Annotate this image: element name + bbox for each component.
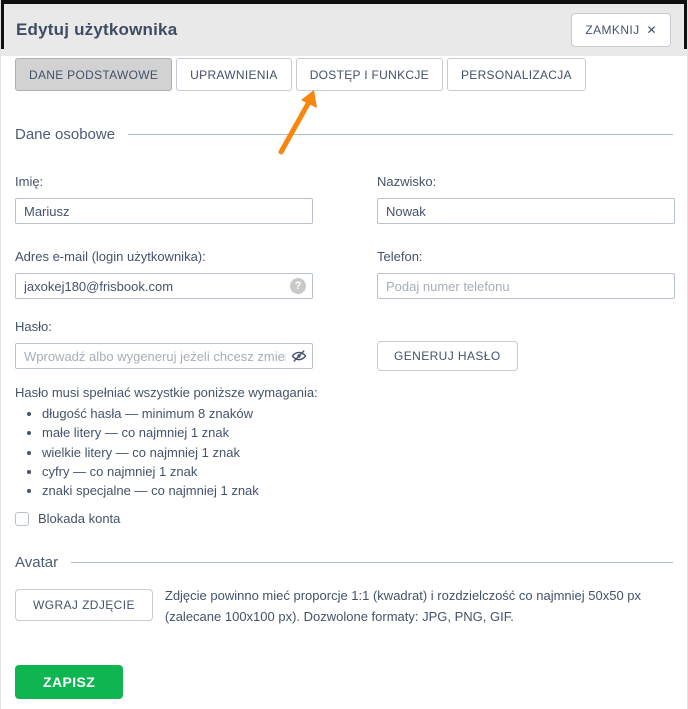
avatar-row [15,586,673,626]
account-lock-label[interactable]: Blokada konta [38,511,121,527]
tab-uprawnienia[interactable]: UPRAWNIENIA [176,58,292,91]
generate-password-cell [377,319,675,369]
account-lock-checkbox[interactable] [15,512,29,526]
requirement-item: • znaki specjalne — co najmniej 1 znak [42,484,673,498]
last-name-input[interactable] [377,198,675,224]
section-title-personal: Dane osobowe [15,126,116,143]
requirement-item: • cyfry — co najmniej 1 znak [42,465,673,479]
field-email [15,249,313,299]
phone-label: Telefon: [377,249,423,264]
first-name-label: Imię: [15,174,44,189]
password-requirements-intro: Hasło musi spełniać wszystkie poniższe wymagania: [15,385,318,400]
dialog-body [1,126,687,627]
email-input[interactable] [15,273,313,299]
section-title-avatar: Avatar [15,554,59,572]
dialog-title: Edytuj użytkownika [16,20,178,39]
backdrop-edge-top [1,0,687,4]
field-last-name [377,174,675,224]
generate-password-button[interactable]: GENERUJ HASŁO [377,341,518,371]
password-requirements [15,385,673,498]
password-label: Hasło: [15,319,52,334]
dialog-header [1,4,687,56]
field-password [15,319,313,369]
form-row-password [15,319,673,369]
backdrop-edge-right [684,0,687,49]
section-divider [128,134,673,135]
requirement-item: • małe litery — co najmniej 1 znak [42,426,673,440]
eye-slash-icon[interactable] [291,348,307,364]
tab-dane-podstawowe[interactable]: DANE PODSTAWOWE [15,58,172,91]
help-icon[interactable]: ? [290,278,306,294]
account-lock-row [15,511,673,526]
field-phone [377,249,675,299]
close-icon: ✕ [646,23,657,37]
form-row-contact [15,249,673,299]
last-name-label: Nazwisko: [377,174,437,189]
close-button-label: ZAMKNIJ [585,23,640,37]
section-avatar [15,554,673,571]
requirement-item: • długość hasła — minimum 8 znaków [42,407,673,421]
first-name-input[interactable] [15,198,313,224]
password-requirements-list [15,407,673,498]
section-divider [71,562,673,563]
tab-personalizacja[interactable]: PERSONALIZACJA [447,58,586,91]
backdrop-edge-left [1,0,4,49]
tab-dostep-i-funkcje[interactable]: DOSTĘP I FUNKCJE [296,58,443,91]
save-button[interactable]: ZAPISZ [15,665,123,699]
close-button[interactable] [571,13,671,47]
dialog-footer [1,665,687,699]
section-personal-data [15,126,673,143]
upload-photo-button[interactable]: WGRAJ ZDJĘCIE [15,589,153,621]
phone-input[interactable] [377,273,675,299]
requirement-item: • wielkie litery — co najmniej 1 znak [42,446,673,460]
field-first-name [15,174,313,224]
password-input[interactable] [15,343,313,369]
avatar-description: Zdjęcie powinno mieć proporcje 1:1 (kwadrat) i rozdzielczość co najmniej 50x50 px (zalecane 100x100 px). Dozwolone formaty: JPG, PNG, GIF. [164,588,642,624]
form-row-name [15,174,673,224]
tab-bar [1,56,687,91]
email-label: Adres e-mail (login użytkownika): [15,249,206,264]
